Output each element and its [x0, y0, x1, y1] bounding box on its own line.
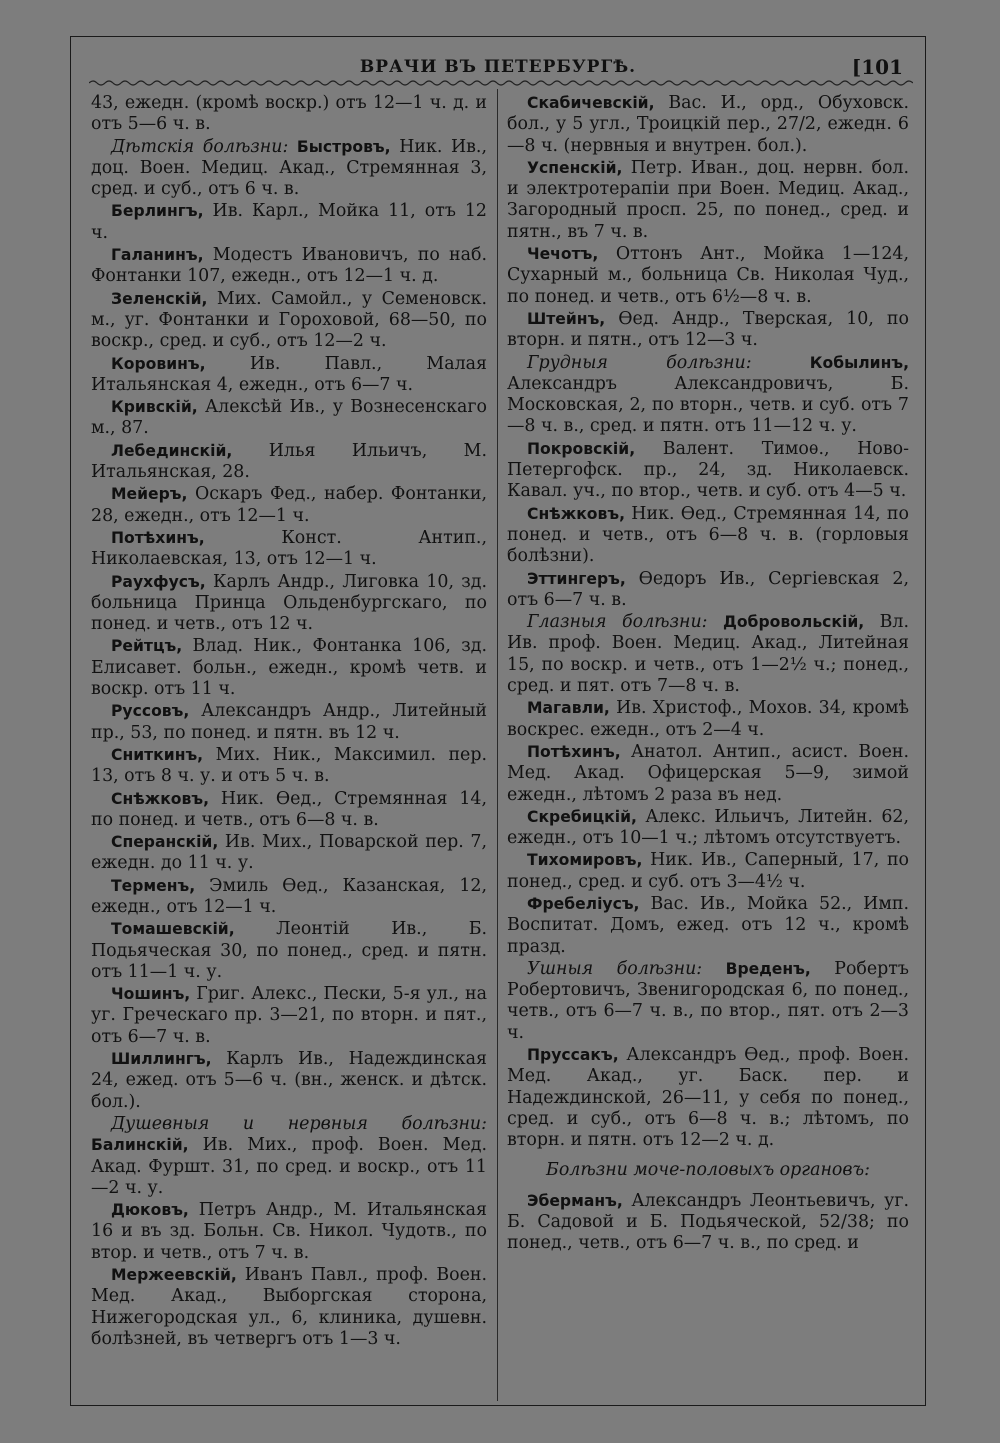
doctor-details: Ив. Карл., Мойка 11, отъ 12 ч.	[91, 201, 487, 243]
doctor-name: Потѣхинъ,	[111, 528, 205, 547]
doctor-details: Конст. Антип., Николаевская, 13, отъ 12—1 ч.	[91, 527, 487, 570]
doctor-details: Леонтій Ив., Б. Подьяческая 30, по понед., сред. и пятн. отъ 11—1 ч. у.	[91, 919, 487, 982]
doctor-details: Карлъ Ив., Надеждинская 24, ежед. отъ 5—6 ч. (вн., женск. и дѣтск. бол.).	[91, 1049, 487, 1112]
doctor-entry	[507, 93, 909, 157]
doctor-name: Покровскій,	[527, 439, 636, 458]
doctor-details: Ѳед. Андр., Тверская, 10, по вторн. и пятн., отъ 12—3 ч.	[507, 308, 909, 351]
doctor-name: Мержеевскій,	[111, 1266, 237, 1285]
doctor-details: Валент. Тимоѳ., Ново-Петергофск. пр., 24, зд. Николаевск. Кавал. уч., по втор., четв. и суб. отъ 4—5 ч.	[507, 438, 909, 502]
doctor-entry	[91, 984, 487, 1048]
doctor-name: Кривскій,	[111, 398, 198, 417]
doctor-details: Ѳедоръ Ив., Сергіевская 2, отъ 6—7 ч. в.	[507, 568, 909, 610]
book-page	[70, 36, 926, 1406]
doctor-name: Скребицкій,	[527, 807, 637, 826]
running-title: ВРАЧИ ВЪ ПЕТЕРБУРГѢ.	[359, 57, 637, 77]
doctor-details: Мих. Ник., Максимил. пер. 13, отъ 8 ч. у. и отъ 5 ч. в.	[91, 744, 487, 787]
doctor-entry	[507, 1045, 909, 1151]
doctor-details: Александръ Александровичъ, Б. Московская, 2, по вторн., четв. и суб. отъ 7—8 ч. в., сред. и пятн. отъ 11—12 ч. у.	[507, 373, 909, 437]
doctor-entry	[91, 701, 487, 744]
doctor-entry	[507, 807, 909, 850]
doctor-entry	[507, 959, 909, 1044]
doctor-details: Вл. Ив. проф. Воен. Медиц. Акад., Литейная 15, по воскр. и четв., отъ 1—2½ ч.; понед., сред. и пят. отъ 7—8 ч. в.	[507, 612, 909, 697]
doctor-name: Добровольскій,	[722, 613, 865, 632]
doctor-details: Мих. Самойл., у Семеновск. м., уг. Фонтанки и Гороховой, 68—50, по воскр., сред. и суб., отъ 12—2 ч.	[91, 288, 487, 352]
doctor-entry	[91, 397, 487, 440]
doctor-details: Карлъ Андр., Лиговка 10, зд. больница Принца Ольденбургскаго, по понед. и четв., отъ 12 ч.	[91, 571, 487, 635]
doctor-entry	[507, 244, 909, 308]
doctor-details: Ник. Ив., Саперный, 17, по понед., сред. и суб. отъ 3—4½ ч.	[507, 850, 909, 892]
doctor-name: Чечотъ,	[527, 245, 599, 264]
doctor-name: Рейтцъ,	[111, 637, 183, 656]
doctor-details: Оттонъ Ант., Мойка 1—124, Сухарный м., больница Св. Николая Чуд., по понед. и четв., отъ 6½—8 ч. в.	[507, 244, 909, 307]
doctor-entry	[91, 1114, 487, 1199]
section-heading: Болѣзни моче-половыхъ органовъ:	[546, 1159, 870, 1180]
doctor-entry	[507, 158, 909, 243]
doctor-name: Сниткинъ,	[111, 745, 204, 764]
doctor-name: Быстровъ,	[296, 137, 391, 156]
specialty-label: Грудныя болѣзни:	[527, 352, 810, 373]
doctor-entry	[91, 137, 487, 201]
doctor-entry	[91, 289, 487, 353]
doctor-entry	[91, 528, 487, 571]
doctor-details: Алекс. Ильичъ, Литейн. 62, ежедн., отъ 10—1 ч.; лѣтомъ отсутствуетъ.	[507, 806, 909, 849]
doctor-name: Кобылинъ,	[809, 353, 909, 372]
column-divider	[497, 89, 498, 1401]
doctor-name: Зеленскій,	[111, 289, 208, 308]
doctor-name: Снѣжковъ,	[527, 504, 626, 523]
doctor-name: Пруссакъ,	[527, 1046, 619, 1065]
doctor-name: Раухфусъ,	[111, 572, 206, 591]
doctor-details: Александръ Андр., Литейный пр., 53, по понед. и пятн. въ 12 ч.	[91, 701, 487, 743]
doctor-name: Штейнъ,	[527, 309, 606, 328]
doctor-details: Ив. Мих., проф. Воен. Мед. Акад. Фуршт. 31, по сред. и воскр., отъ 11—2 ч. у.	[91, 1135, 487, 1198]
doctor-details: Александръ Ѳед., проф. Воен. Мед. Акад., уг. Баск. пер. и Надеждинской, 26—11, у себя по понед., сред. и суб., отъ 6—8 ч. в.; лѣтомъ, по вторн. и пятн. отъ 12—2 ч. д.	[507, 1045, 909, 1151]
doctor-details: Петр. Иван., доц. нервн. бол. и электротерапіи при Воен. Медиц. Акад., Загородный просп. 25, по понед., сред. и пятн., въ 7 ч. в.	[507, 157, 909, 242]
doctor-details: Робертъ Робертовичъ, Звенигородская 6, по понед., четв., отъ 6—7 ч. в., по втор., пят. отъ 2—3 ч.	[507, 958, 909, 1043]
doctor-entry	[507, 612, 909, 697]
doctor-name: Снѣжковъ,	[111, 789, 210, 808]
doctor-name: Галанинъ,	[111, 246, 204, 265]
doctor-entry	[91, 354, 487, 397]
doctor-entry	[507, 353, 909, 438]
doctor-details: Петръ Андр., М. Итальянская 16 и въ зд. Больн. Св. Никол. Чудотв., по втор. и четв., отъ 7 ч. в.	[91, 1200, 487, 1263]
doctor-entry	[507, 439, 909, 503]
doctor-entry	[91, 745, 487, 788]
right-column	[507, 93, 909, 1256]
doctor-entry	[91, 484, 487, 527]
doctor-details: Модестъ Ивановичъ, по наб. Фонтанки 107, ежедн., отъ 12—1 ч. д.	[91, 245, 487, 287]
doctor-details: Анатол. Антип., асист. Воен. Мед. Акад. Офицерская 5—9, зимой ежедн., лѣтомъ 2 раза въ нед.	[507, 741, 909, 805]
doctor-entry	[91, 789, 487, 832]
doctor-entry	[91, 245, 487, 288]
doctor-name: Лебединскій,	[111, 441, 233, 460]
doctor-details: Александръ Леонтьевичъ, уг. Б. Садовой и Б. Подьяческой, 52/38; по понед., четв., отъ 6—7 ч. в., по сред. и	[507, 1190, 909, 1254]
doctor-name: Берлингъ,	[111, 202, 204, 221]
doctor-entry	[507, 309, 909, 352]
doctor-entry	[91, 572, 487, 636]
doctor-entry	[91, 636, 487, 700]
doctor-name: Фребеліусъ,	[527, 894, 640, 913]
doctor-name: Чошинъ,	[111, 985, 191, 1004]
header-wavy-rule	[89, 79, 913, 87]
doctor-name: Успенскій,	[527, 158, 623, 177]
doctor-entry	[507, 894, 909, 958]
specialty-label: Глазныя болѣзни:	[527, 612, 723, 633]
doctor-details: Ник. Ѳед., Стремянная 14, по понед. и четв., отъ 6—8 ч. в.	[91, 788, 487, 830]
doctor-details: Григ. Алекс., Пески, 5-я ул., на уг. Греческаго пр. 3—21, по вторн. и пят., отъ 6—7 ч. в.	[91, 984, 487, 1047]
doctor-entry	[91, 93, 487, 136]
doctor-details: Вас. И., орд., Обуховск. бол., у 5 угл., Троицкій пер., 27/2, ежедн. 6—8 ч. (нервныя и внутрен. бол.).	[507, 93, 909, 156]
doctor-entry	[91, 441, 487, 484]
doctor-name: Балинскій,	[91, 1136, 189, 1155]
doctor-entry	[91, 1265, 487, 1350]
page-number: [101	[851, 55, 903, 79]
doctor-details: Влад. Ник., Фонтанка 106, зд. Елисавет. больн., ежедн., кромѣ четв. и воскр. отъ 11 ч.	[91, 636, 487, 700]
doctor-entry	[91, 1049, 487, 1113]
doctor-entry	[91, 201, 487, 244]
doctor-details: Оскаръ Фед., набер. Фонтанки, 28, ежедн., отъ 12—1 ч.	[91, 484, 487, 526]
doctor-details: Ив. Мих., Поварской пер. 7, ежедн. до 11 ч. у.	[91, 832, 487, 874]
specialty-label: Ушныя болѣзни:	[527, 958, 726, 979]
doctor-details: 43, ежедн. (кромѣ воскр.) отъ 12—1 ч. д. и отъ 5—6 ч. в.	[91, 93, 487, 135]
doctor-entry	[91, 832, 487, 875]
doctor-details: Ник. Ив., доц. Воен. Медиц. Акад., Стремянная 3, сред. и суб., отъ 6 ч. в.	[91, 136, 487, 200]
doctor-entry	[507, 569, 909, 612]
doctor-name: Тихомировъ,	[527, 851, 643, 870]
doctor-details: Алексѣй Ив., у Вознесенскаго м., 87.	[91, 397, 487, 439]
doctor-details: Илья Ильичъ, М. Итальянская, 28.	[91, 440, 487, 483]
doctor-entry	[507, 504, 909, 568]
doctor-details: Вас. Ив., Мойка 52., Имп. Воспитат. Домъ, ежед. отъ 12 ч., кромѣ празд.	[507, 893, 909, 957]
doctor-details: Ник. Ѳед., Стремянная 14, по понед. и четв., отъ 6—8 ч. в. (горловыя болѣзни).	[507, 503, 909, 567]
doctor-name: Коровинъ,	[111, 354, 206, 373]
doctor-name: Руссовъ,	[111, 702, 190, 721]
doctor-name: Томашевскій,	[111, 920, 235, 939]
doctor-name: Вреденъ,	[725, 959, 811, 978]
doctor-entry	[507, 698, 909, 741]
doctor-entry	[507, 742, 909, 806]
left-column	[91, 93, 487, 1351]
doctor-name: Магавли,	[527, 699, 610, 718]
doctor-name: Потѣхинъ,	[527, 742, 621, 761]
doctor-details: Ив. Христоф., Мохов. 34, кромѣ воскрес. ежедн., отъ 2—4 ч.	[507, 698, 909, 740]
doctor-name: Эттингеръ,	[527, 569, 626, 588]
doctor-entry	[91, 919, 487, 983]
specialty-label: Дѣтскія болѣзни:	[111, 136, 297, 157]
doctor-name: Дюковъ,	[111, 1201, 189, 1220]
doctor-name: Сперанскій,	[111, 833, 219, 852]
doctor-entry	[507, 1191, 909, 1255]
doctor-name: Скабичевскій,	[527, 94, 655, 112]
doctor-entry	[507, 850, 909, 893]
doctor-entry	[91, 876, 487, 919]
doctor-entry	[91, 1200, 487, 1264]
doctor-name: Шиллингъ,	[111, 1050, 212, 1069]
doctor-details: Иванъ Павл., проф. Воен. Мед. Акад., Выборгская сторона, Нижегородская ул., 6, клиника, душевн. болѣзней, въ четвергъ отъ 1—3 ч.	[91, 1265, 487, 1349]
doctor-name: Эберманъ,	[527, 1191, 623, 1210]
doctor-name: Терменъ,	[111, 876, 196, 895]
doctor-details: Ив. Павл., Малая Итальянская 4, ежедн., отъ 6—7 ч.	[91, 353, 487, 395]
doctor-details: Эмиль Ѳед., Казанская, 12, ежедн., отъ 12—1 ч.	[91, 875, 487, 917]
doctor-name: Мейеръ,	[111, 485, 188, 504]
specialty-label: Душевныя и нервныя болѣзни:	[111, 1113, 487, 1134]
